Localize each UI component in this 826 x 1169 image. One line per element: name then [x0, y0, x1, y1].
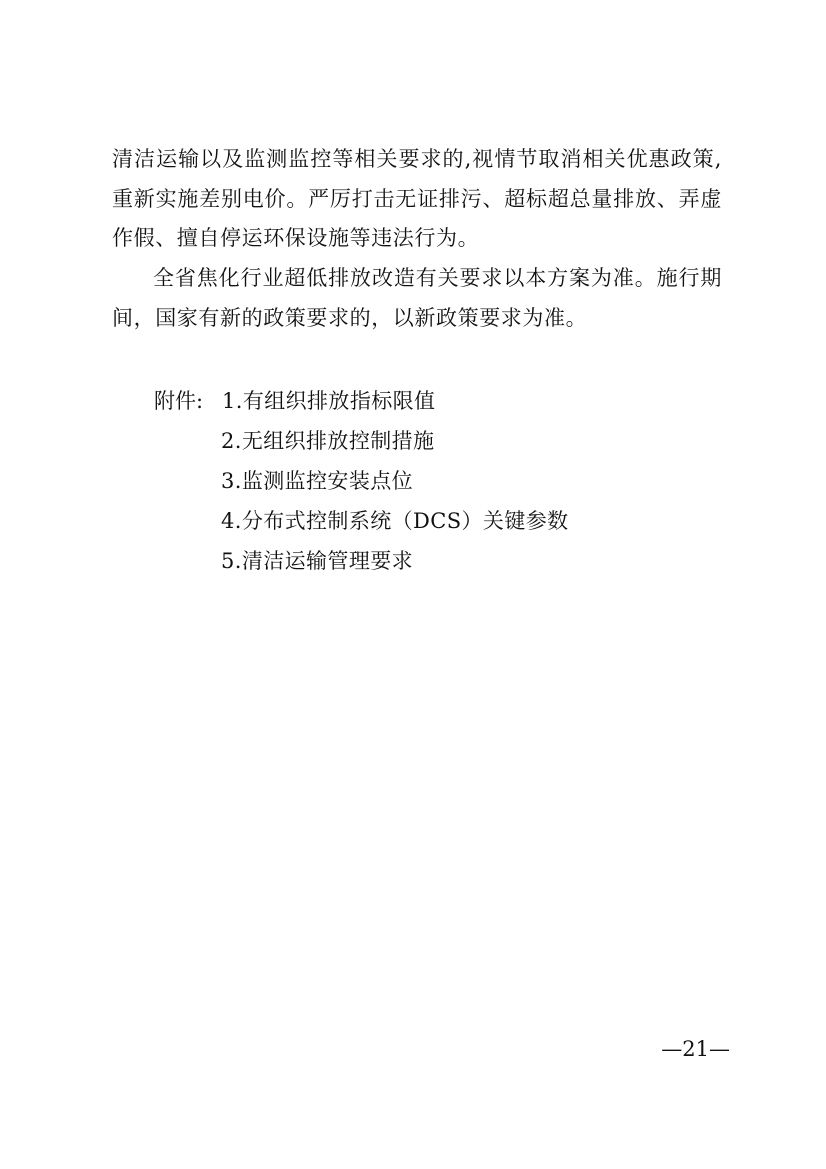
attachment-item-1: 1.有组织排放指标限值 [222, 389, 436, 413]
paragraph-1-line-1: 清洁运输以及监测监控等相关要求的,视情节取消相关优惠政策, [112, 147, 722, 171]
attachment-item-4: 4.分布式控制系统（DCS）关键参数 [221, 509, 569, 533]
attachment-item-3: 3.监测监控安装点位 [221, 469, 414, 493]
paragraph-1-line-2: 重新实施差别电价。严厉打击无证排污、超标超总量排放、弄虚 [112, 187, 722, 211]
paragraph-2-line-1: 全省焦化行业超低排放改造有关要求以本方案为准。施行期 [153, 266, 722, 290]
paragraph-2-line-2: 间，国家有新的政策要求的，以新政策要求为准。 [112, 306, 588, 330]
page-number: —21— [661, 1037, 730, 1061]
attachment-item-5: 5.清洁运输管理要求 [221, 549, 414, 573]
paragraph-1-line-3: 作假、擅自停运环保设施等违法行为。 [112, 226, 480, 250]
attachment-item-2: 2.无组织排放控制措施 [221, 429, 435, 453]
attachments-label: 附件: [154, 389, 204, 413]
